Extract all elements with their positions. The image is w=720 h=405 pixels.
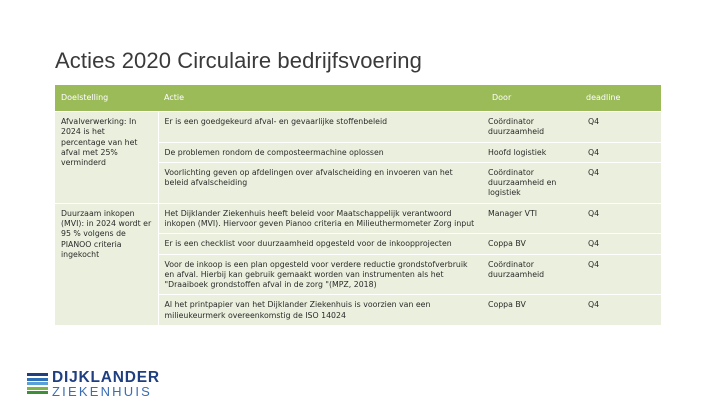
table-row [55,203,661,234]
action-cell: Voor de inkoop is een plan opgesteld voor verdere reductie grondstofverbruik en afval. Hierbij kan gebruik gemaakt worden van instrumenten als het "Draaiboek grondstoffen afval in de zorg "(MPZ, 2018) [158,254,482,295]
header-actie: Actie [158,85,482,112]
logo-stripe [27,387,48,390]
goal-cell: Afvalverwerking: In 2024 is het percentage van het afval met 25% verminderd [55,112,158,204]
actions-table [55,85,661,325]
owner-cell: Hoofd logistiek [482,142,572,162]
logo-stripe [27,378,48,381]
logo-text-line1: DIJKLANDER [52,369,160,386]
logo-text-line2: ZIEKENHUIS [52,384,153,399]
deadline-cell: Q4 [572,254,661,295]
deadline-cell: Q4 [572,295,661,325]
header-door: Door [482,85,572,112]
deadline-cell: Q4 [572,234,661,254]
table-row [55,112,661,143]
action-cell: Er is een goedgekeurd afval- en gevaarlijke stoffenbeleid [158,112,482,143]
goal-cell: Duurzaam inkopen (MVI): in 2024 wordt er 95 % volgens de PIANOO criteria ingekocht [55,203,158,325]
logo-stripe [27,382,48,385]
deadline-cell: Q4 [572,142,661,162]
logo-stripes-icon [27,373,48,395]
owner-cell: Coördinator duurzaamheid [482,112,572,143]
owner-cell: Coppa BV [482,295,572,325]
deadline-cell: Q4 [572,162,661,203]
header-doelstelling: Doelstelling [55,85,158,112]
owner-cell: Coördinator duurzaamheid [482,254,572,295]
header-deadline: deadline [572,85,661,112]
slide-title: Acties 2020 Circulaire bedrijfsvoering [55,48,422,73]
action-cell: Al het printpapier van het Dijklander Ziekenhuis is voorzien van een milieukeurmerk overeenkomstig de ISO 14024 [158,295,482,325]
table-header-row [55,85,661,112]
deadline-cell: Q4 [572,112,661,143]
logo-stripe [27,391,48,394]
action-cell: Voorlichting geven op afdelingen over afvalscheiding en invoeren van het beleid afvalscheiding [158,162,482,203]
action-cell: Het Dijklander Ziekenhuis heeft beleid voor Maatschappelijk verantwoord inkopen (MVI). Hiervoor geven Pianoo criteria en Milieuthermometer Zorg input [158,203,482,234]
owner-cell: Manager VTI [482,203,572,234]
action-cell: De problemen rondom de composteermachine oplossen [158,142,482,162]
logo-stripe [27,373,48,376]
deadline-cell: Q4 [572,203,661,234]
owner-cell: Coppa BV [482,234,572,254]
owner-cell: Coördinator duurzaamheid en logistiek [482,162,572,203]
action-cell: Er is een checklist voor duurzaamheid opgesteld voor de inkoopprojecten [158,234,482,254]
dijklander-logo [27,369,167,401]
